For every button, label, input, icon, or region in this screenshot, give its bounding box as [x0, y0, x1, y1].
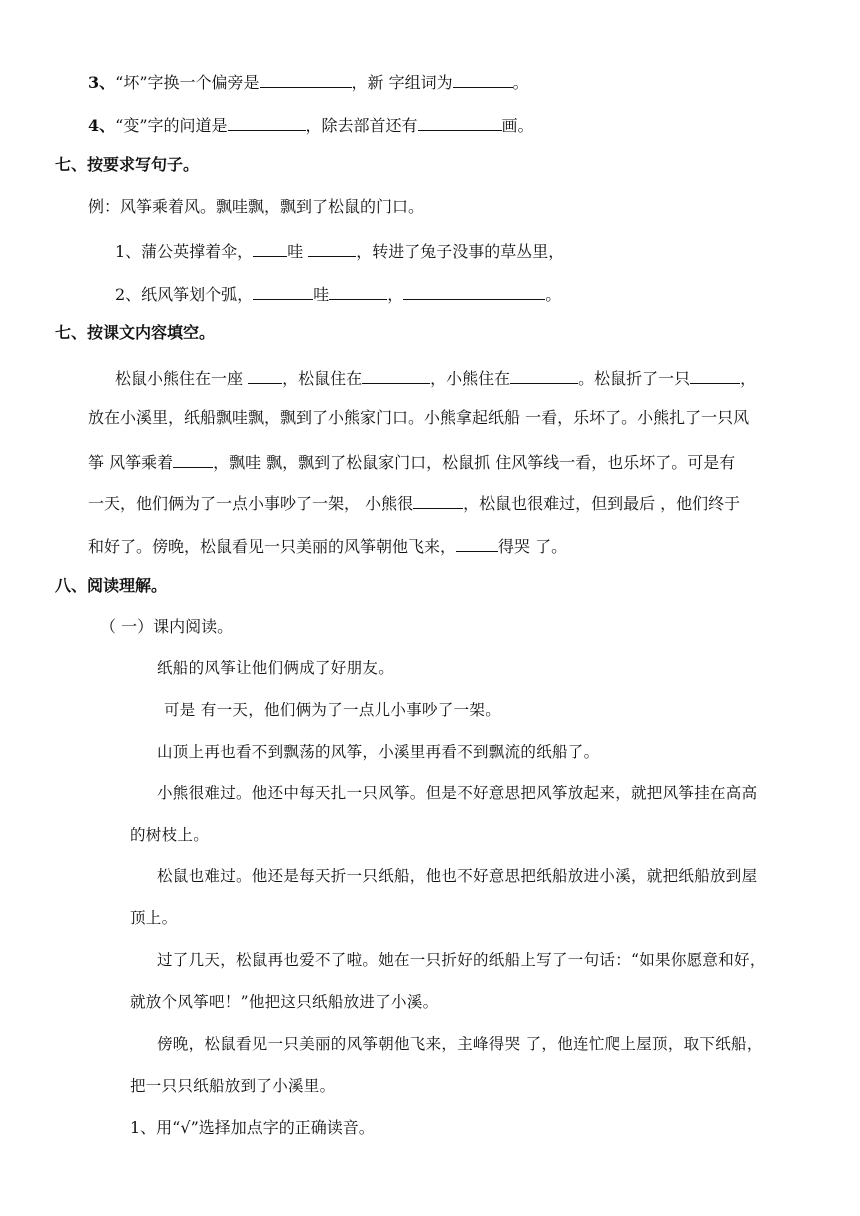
section-heading: 七、按课文内容填空。 — [55, 323, 216, 342]
checkmark-icon: √ — [180, 1118, 191, 1137]
passage-paragraph: 过了几天，松鼠再也爱不了啦。她在一只折好的纸船上写了一句话：“如果你愿意和好， — [157, 951, 766, 969]
answer-blank[interactable] — [260, 70, 352, 88]
passage-paragraph: 纸船的风筝让他们俩成了好朋友。 — [157, 659, 395, 677]
answer-blank[interactable] — [403, 282, 545, 300]
fill-text: 得哭 了。 — [498, 537, 568, 556]
sentence-text: 。 — [545, 285, 562, 304]
answer-blank[interactable] — [248, 366, 282, 384]
sentence-text: 哇 — [313, 285, 330, 304]
sentence-text: 2、纸风筝划个弧， — [115, 285, 254, 304]
answer-blank[interactable] — [510, 366, 578, 384]
question-3 — [88, 70, 529, 93]
fill-line-1 — [115, 366, 756, 389]
answer-blank[interactable] — [690, 366, 740, 384]
question-text: ，新 字组词为 — [351, 73, 453, 92]
fill-text: ， — [740, 369, 757, 388]
fill-line-5 — [88, 534, 567, 557]
answer-blank[interactable] — [253, 282, 313, 300]
passage-paragraph: 松鼠也难过。他还是每天折一只纸船，他也不好意思把纸船放进小溪，就把纸船放到屋 — [157, 867, 758, 885]
answer-blank[interactable] — [329, 282, 387, 300]
passage-paragraph: 就放个风筝吧！”他把这只纸船放进了小溪。 — [130, 993, 439, 1011]
answer-blank[interactable] — [228, 113, 306, 131]
sentence-item-2 — [115, 282, 561, 305]
answer-blank[interactable] — [413, 491, 463, 509]
fill-text: 一天，他们俩为了一点小事吵了一架， 小熊很 — [88, 494, 414, 513]
sentence-text: 哇 — [287, 242, 309, 261]
sentence-text: 1、蒲公英撑着伞， — [115, 242, 254, 261]
passage-paragraph: 顶上。 — [130, 909, 178, 927]
fill-text: 和好了。傍晚，松鼠看见一只美丽的风筝朝他飞来， — [88, 537, 457, 556]
fill-text: 松鼠小熊住在一座 — [115, 369, 249, 388]
passage-paragraph: 傍晚，松鼠看见一只美丽的风筝朝他飞来，主峰得哭 了，他连忙爬上屋顶，取下纸船， — [157, 1035, 763, 1053]
section-heading: 八、阅读理解。 — [55, 576, 168, 595]
fill-text: ，松鼠也很难过，但到最后 ，他们终于 — [463, 494, 741, 513]
reading-question-1 — [130, 1118, 375, 1138]
answer-blank[interactable] — [253, 239, 287, 257]
answer-blank[interactable] — [362, 366, 430, 384]
question-text: 画。 — [501, 116, 534, 135]
passage-paragraph: 把一只只纸船放到了小溪里。 — [130, 1077, 336, 1095]
sentence-text: ，转进了兔子没事的草丛里， — [356, 242, 565, 261]
answer-blank[interactable] — [418, 113, 502, 131]
sentence-item-1 — [115, 239, 564, 262]
sentence-text: ， — [387, 285, 404, 304]
fill-line-4 — [88, 491, 740, 514]
question-number: 3、 — [88, 73, 116, 92]
fill-text: ，小熊住在 — [430, 369, 511, 388]
fill-text: 。松鼠折了一只 — [578, 369, 691, 388]
answer-blank[interactable] — [308, 239, 356, 257]
question-text: ”选择加点字的正确读音。 — [190, 1118, 375, 1137]
question-text: 。 — [512, 73, 529, 92]
passage-paragraph: 小熊很难过。他还中每天扎一只风筝。但是不好意思把风筝放起来，就把风筝挂在高高 — [157, 784, 758, 802]
answer-blank[interactable] — [173, 450, 213, 468]
answer-blank[interactable] — [456, 534, 498, 552]
question-4 — [88, 113, 534, 136]
question-text: 1、用“ — [130, 1118, 181, 1137]
fill-text: ，飘哇 飘，飘到了松鼠家门口，松鼠抓 住风筝线一看，也乐坏了。可是有 — [213, 453, 736, 472]
passage-paragraph: 山顶上再也看不到飘荡的风筝，小溪里再看不到飘流的纸船了。 — [157, 743, 600, 761]
question-number: 4、 — [88, 116, 116, 135]
example-sentence: 例：风筝乘着风。飘哇飘，飘到了松鼠的门口。 — [88, 197, 425, 216]
answer-blank[interactable] — [453, 70, 513, 88]
subsection-heading: （ 一）课内阅读。 — [100, 617, 234, 636]
question-text: “变”字的问道是 — [115, 116, 228, 135]
fill-line-2: 放在小溪里，纸船飘哇飘，飘到了小熊家门口。小熊拿起纸船 一看，乐坏了。小熊扎了一只风 — [88, 408, 750, 427]
fill-text: 筝 风筝乘着 — [88, 453, 174, 472]
passage-paragraph: 可是 有一天，他们俩为了一点儿小事吵了一架。 — [164, 701, 502, 719]
question-text: “坏”字换一个偏旁是 — [115, 73, 260, 92]
fill-line-3 — [88, 450, 735, 473]
passage-paragraph: 的树枝上。 — [130, 826, 210, 844]
fill-text: ，松鼠住在 — [282, 369, 363, 388]
question-text: ，除去部首还有 — [305, 116, 418, 135]
section-heading: 七、按要求写句子。 — [55, 155, 200, 174]
